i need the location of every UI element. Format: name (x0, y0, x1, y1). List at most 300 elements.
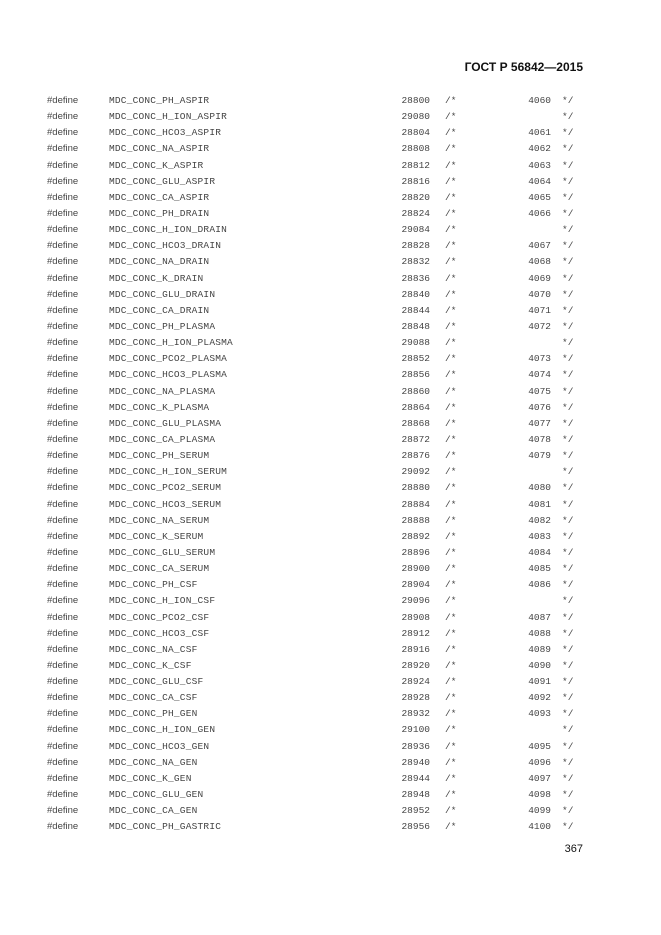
macro-code: 28800 (401, 95, 430, 106)
comment-open: /* (445, 756, 457, 768)
comment-close: */ (562, 256, 574, 268)
macro-code: 28924 (401, 676, 430, 688)
macro-code: 28908 (401, 611, 430, 623)
define-keyword: #define (47, 772, 79, 784)
define-row (0, 367, 661, 383)
reference-number: 4093 (528, 708, 551, 720)
define-row (0, 158, 661, 174)
define-row (0, 803, 661, 819)
macro-code: 28900 (401, 563, 430, 575)
define-keyword: #define (47, 530, 79, 542)
comment-close: */ (562, 611, 574, 623)
macro-name: MDC_CONC_GLU_DRAIN (109, 288, 216, 300)
reference-number: 4091 (528, 676, 551, 688)
comment-open: /* (445, 433, 457, 445)
define-keyword: #define (47, 450, 79, 462)
comment-open: /* (445, 111, 457, 123)
comment-close: */ (562, 353, 574, 365)
define-keyword: #define (47, 417, 79, 429)
comment-open: /* (445, 401, 457, 413)
macro-code: 28892 (401, 530, 430, 542)
macro-name: MDC_CONC_CA_PLASMA (109, 433, 216, 445)
comment-open: /* (445, 789, 457, 801)
comment-open: /* (445, 191, 457, 203)
macro-name: MDC_CONC_PCO2_SERUM (109, 482, 222, 494)
define-row (0, 271, 661, 287)
comment-close: */ (562, 304, 574, 316)
define-row (0, 642, 661, 658)
comment-open: /* (445, 579, 457, 591)
macro-name: MDC_CONC_HCO3_DRAIN (109, 240, 222, 252)
define-keyword: #define (47, 676, 79, 688)
comment-close: */ (562, 111, 574, 123)
comment-open: /* (445, 256, 457, 268)
reference-number: 4084 (528, 546, 551, 558)
reference-number: 4087 (528, 611, 551, 623)
define-row (0, 464, 661, 480)
define-row (0, 238, 661, 254)
define-keyword: #define (47, 288, 79, 300)
comment-open: /* (445, 546, 457, 558)
comment-open: /* (445, 530, 457, 542)
comment-close: */ (562, 466, 574, 478)
define-row (0, 674, 661, 690)
macro-code: 28844 (401, 304, 430, 316)
reference-number: 4077 (528, 417, 551, 429)
define-keyword: #define (47, 498, 79, 510)
macro-name: MDC_CONC_K_PLASMA (109, 401, 210, 413)
comment-open: /* (445, 708, 457, 720)
reference-number: 4066 (528, 207, 551, 219)
define-keyword: #define (47, 191, 79, 203)
comment-close: */ (562, 207, 574, 219)
reference-number: 4075 (528, 385, 551, 397)
comment-open: /* (445, 288, 457, 300)
comment-open: /* (445, 369, 457, 381)
comment-close: */ (562, 385, 574, 397)
macro-code: 28816 (401, 175, 430, 187)
define-row (0, 141, 661, 157)
define-row (0, 593, 661, 609)
macro-code: 28904 (401, 579, 430, 591)
comment-close: */ (562, 724, 574, 736)
comment-open: /* (445, 127, 457, 139)
define-keyword: #define (47, 224, 79, 236)
comment-close: */ (562, 789, 574, 801)
comment-close: */ (562, 224, 574, 236)
define-keyword: #define (47, 353, 79, 365)
macro-name: MDC_CONC_GLU_SERUM (109, 546, 216, 558)
macro-name: MDC_CONC_PH_CSF (109, 579, 198, 591)
define-row (0, 222, 661, 238)
define-keyword: #define (47, 143, 79, 155)
define-keyword: #define (47, 320, 79, 332)
macro-name: MDC_CONC_PH_GEN (109, 708, 198, 720)
define-keyword: #define (47, 579, 79, 591)
macro-name: MDC_CONC_H_ION_ASPIR (109, 111, 228, 123)
macro-name: MDC_CONC_K_ASPIR (109, 159, 204, 171)
reference-number: 4076 (528, 401, 551, 413)
macro-code: 28928 (401, 692, 430, 704)
macro-name: MDC_CONC_H_ION_DRAIN (109, 224, 228, 236)
macro-name: MDC_CONC_GLU_ASPIR (109, 175, 216, 187)
define-keyword: #define (47, 821, 79, 833)
comment-open: /* (445, 563, 457, 575)
define-keyword: #define (47, 546, 79, 558)
reference-number: 4074 (528, 369, 551, 381)
define-row (0, 771, 661, 787)
comment-open: /* (445, 740, 457, 752)
comment-open: /* (445, 724, 457, 736)
comment-close: */ (562, 563, 574, 575)
macro-name: MDC_CONC_NA_ASPIR (109, 143, 210, 155)
define-row (0, 787, 661, 803)
standard-title: ГОСТ Р 56842—2015 (464, 60, 583, 74)
define-row (0, 658, 661, 674)
define-row (0, 335, 661, 351)
macro-code: 28948 (401, 789, 430, 801)
define-keyword: #define (47, 272, 79, 284)
define-keyword: #define (47, 514, 79, 526)
macro-code: 28956 (401, 821, 430, 833)
reference-number: 4079 (528, 450, 551, 462)
define-row (0, 93, 661, 109)
define-keyword: #define (47, 369, 79, 381)
comment-open: /* (445, 821, 457, 833)
define-keyword: #define (47, 627, 79, 639)
reference-number: 4081 (528, 498, 551, 510)
reference-number: 4067 (528, 240, 551, 252)
macro-code: 29088 (401, 337, 430, 349)
macro-name: MDC_CONC_H_ION_CSF (109, 595, 216, 607)
macro-code: 29080 (401, 111, 430, 123)
macro-code: 28944 (401, 772, 430, 784)
reference-number: 4078 (528, 433, 551, 445)
macro-name: MDC_CONC_NA_GEN (109, 756, 198, 768)
comment-open: /* (445, 175, 457, 187)
comment-close: */ (562, 175, 574, 187)
comment-close: */ (562, 627, 574, 639)
define-keyword: #define (47, 708, 79, 720)
macro-name: MDC_CONC_K_DRAIN (109, 272, 204, 284)
comment-close: */ (562, 320, 574, 332)
comment-close: */ (562, 643, 574, 655)
macro-code: 28852 (401, 353, 430, 365)
comment-open: /* (445, 643, 457, 655)
comment-close: */ (562, 401, 574, 413)
macro-code: 28952 (401, 805, 430, 817)
define-row (0, 319, 661, 335)
define-keyword: #define (47, 611, 79, 623)
reference-number: 4069 (528, 272, 551, 284)
define-row (0, 690, 661, 706)
reference-number: 4097 (528, 772, 551, 784)
macro-code: 28920 (401, 659, 430, 671)
macro-name: MDC_CONC_CA_SERUM (109, 563, 210, 575)
macro-name: MDC_CONC_PH_SERUM (109, 450, 210, 462)
macro-code: 28812 (401, 159, 430, 171)
macro-name: MDC_CONC_HCO3_GEN (109, 740, 210, 752)
comment-close: */ (562, 272, 574, 284)
define-row (0, 109, 661, 125)
define-keyword: #define (47, 482, 79, 494)
comment-open: /* (445, 207, 457, 219)
reference-number: 4071 (528, 304, 551, 316)
define-list (0, 93, 661, 835)
define-row (0, 722, 661, 738)
comment-open: /* (445, 385, 457, 397)
define-row (0, 577, 661, 593)
macro-code: 28848 (401, 320, 430, 332)
define-row (0, 432, 661, 448)
macro-code: 28880 (401, 482, 430, 494)
define-keyword: #define (47, 401, 79, 413)
reference-number: 4070 (528, 288, 551, 300)
comment-close: */ (562, 95, 574, 106)
macro-name: MDC_CONC_NA_SERUM (109, 514, 210, 526)
comment-close: */ (562, 514, 574, 526)
define-row (0, 303, 661, 319)
macro-code: 28820 (401, 191, 430, 203)
comment-close: */ (562, 369, 574, 381)
macro-code: 28856 (401, 369, 430, 381)
define-keyword: #define (47, 337, 79, 349)
define-row (0, 610, 661, 626)
comment-open: /* (445, 159, 457, 171)
macro-name: MDC_CONC_PH_DRAIN (109, 207, 210, 219)
reference-number: 4060 (528, 95, 551, 106)
macro-name: MDC_CONC_CA_DRAIN (109, 304, 210, 316)
macro-code: 28936 (401, 740, 430, 752)
reference-number: 4065 (528, 191, 551, 203)
reference-number: 4100 (528, 821, 551, 833)
comment-close: */ (562, 159, 574, 171)
define-keyword: #define (47, 659, 79, 671)
comment-close: */ (562, 191, 574, 203)
reference-number: 4086 (528, 579, 551, 591)
comment-close: */ (562, 740, 574, 752)
macro-name: MDC_CONC_CA_ASPIR (109, 191, 210, 203)
reference-number: 4089 (528, 643, 551, 655)
define-row (0, 400, 661, 416)
macro-name: MDC_CONC_H_ION_PLASMA (109, 337, 233, 349)
comment-close: */ (562, 546, 574, 558)
macro-code: 28912 (401, 627, 430, 639)
define-keyword: #define (47, 724, 79, 736)
define-row (0, 739, 661, 755)
reference-number: 4098 (528, 789, 551, 801)
macro-name: MDC_CONC_K_CSF (109, 659, 192, 671)
macro-code: 29092 (401, 466, 430, 478)
macro-code: 28932 (401, 708, 430, 720)
define-keyword: #define (47, 385, 79, 397)
reference-number: 4080 (528, 482, 551, 494)
comment-open: /* (445, 595, 457, 607)
reference-number: 4099 (528, 805, 551, 817)
reference-number: 4068 (528, 256, 551, 268)
macro-code: 28868 (401, 417, 430, 429)
comment-open: /* (445, 304, 457, 316)
comment-open: /* (445, 143, 457, 155)
macro-code: 28860 (401, 385, 430, 397)
define-row (0, 351, 661, 367)
comment-open: /* (445, 772, 457, 784)
comment-open: /* (445, 450, 457, 462)
define-keyword: #define (47, 256, 79, 268)
define-keyword: #define (47, 756, 79, 768)
comment-open: /* (445, 611, 457, 623)
define-keyword: #define (47, 466, 79, 478)
macro-code: 28808 (401, 143, 430, 155)
macro-name: MDC_CONC_HCO3_PLASMA (109, 369, 228, 381)
comment-close: */ (562, 595, 574, 607)
comment-close: */ (562, 417, 574, 429)
reference-number: 4095 (528, 740, 551, 752)
comment-open: /* (445, 498, 457, 510)
comment-open: /* (445, 417, 457, 429)
macro-name: MDC_CONC_CA_CSF (109, 692, 198, 704)
define-row (0, 190, 661, 206)
reference-number: 4085 (528, 563, 551, 575)
comment-open: /* (445, 353, 457, 365)
reference-number: 4083 (528, 530, 551, 542)
comment-close: */ (562, 805, 574, 817)
macro-code: 28836 (401, 272, 430, 284)
define-keyword: #define (47, 240, 79, 252)
macro-name: MDC_CONC_GLU_GEN (109, 789, 204, 801)
reference-number: 4061 (528, 127, 551, 139)
comment-close: */ (562, 579, 574, 591)
define-keyword: #define (47, 304, 79, 316)
define-keyword: #define (47, 159, 79, 171)
comment-open: /* (445, 627, 457, 639)
comment-close: */ (562, 482, 574, 494)
macro-name: MDC_CONC_H_ION_GEN (109, 724, 216, 736)
macro-code: 29100 (401, 724, 430, 736)
define-row (0, 561, 661, 577)
macro-name: MDC_CONC_PH_ASPIR (109, 95, 210, 106)
macro-code: 28840 (401, 288, 430, 300)
define-row (0, 480, 661, 496)
reference-number: 4063 (528, 159, 551, 171)
define-keyword: #define (47, 643, 79, 655)
comment-open: /* (445, 482, 457, 494)
macro-name: MDC_CONC_PCO2_PLASMA (109, 353, 228, 365)
page-number: 367 (564, 843, 583, 855)
define-row (0, 384, 661, 400)
macro-name: MDC_CONC_GLU_CSF (109, 676, 204, 688)
macro-name: MDC_CONC_K_GEN (109, 772, 192, 784)
reference-number: 4064 (528, 175, 551, 187)
define-keyword: #define (47, 805, 79, 817)
comment-open: /* (445, 659, 457, 671)
macro-name: MDC_CONC_H_ION_SERUM (109, 466, 228, 478)
macro-name: MDC_CONC_PH_GASTRIC (109, 821, 222, 833)
comment-close: */ (562, 756, 574, 768)
macro-code: 28876 (401, 450, 430, 462)
reference-number: 4062 (528, 143, 551, 155)
macro-code: 28896 (401, 546, 430, 558)
define-keyword: #define (47, 111, 79, 123)
comment-close: */ (562, 692, 574, 704)
reference-number: 4092 (528, 692, 551, 704)
macro-code: 28888 (401, 514, 430, 526)
comment-close: */ (562, 127, 574, 139)
comment-close: */ (562, 772, 574, 784)
define-keyword: #define (47, 740, 79, 752)
comment-close: */ (562, 288, 574, 300)
comment-close: */ (562, 821, 574, 833)
define-keyword: #define (47, 127, 79, 139)
reference-number: 4072 (528, 320, 551, 332)
macro-code: 28824 (401, 207, 430, 219)
macro-name: MDC_CONC_HCO3_ASPIR (109, 127, 222, 139)
macro-code: 28832 (401, 256, 430, 268)
define-row (0, 755, 661, 771)
comment-open: /* (445, 320, 457, 332)
define-row (0, 287, 661, 303)
reference-number: 4082 (528, 514, 551, 526)
reference-number: 4090 (528, 659, 551, 671)
define-keyword: #define (47, 692, 79, 704)
define-row (0, 125, 661, 141)
define-row (0, 254, 661, 270)
define-row (0, 174, 661, 190)
comment-close: */ (562, 433, 574, 445)
macro-name: MDC_CONC_NA_CSF (109, 643, 198, 655)
define-row (0, 626, 661, 642)
comment-open: /* (445, 95, 457, 106)
macro-name: MDC_CONC_CA_GEN (109, 805, 198, 817)
define-keyword: #define (47, 95, 79, 106)
define-row (0, 206, 661, 222)
comment-close: */ (562, 708, 574, 720)
comment-close: */ (562, 498, 574, 510)
comment-open: /* (445, 466, 457, 478)
define-row (0, 819, 661, 835)
comment-open: /* (445, 514, 457, 526)
comment-open: /* (445, 337, 457, 349)
comment-open: /* (445, 676, 457, 688)
comment-open: /* (445, 272, 457, 284)
define-row (0, 497, 661, 513)
macro-code: 28828 (401, 240, 430, 252)
macro-code: 28884 (401, 498, 430, 510)
comment-open: /* (445, 224, 457, 236)
macro-name: MDC_CONC_HCO3_SERUM (109, 498, 222, 510)
comment-close: */ (562, 240, 574, 252)
comment-close: */ (562, 143, 574, 155)
define-keyword: #define (47, 563, 79, 575)
define-keyword: #define (47, 175, 79, 187)
define-row (0, 529, 661, 545)
define-row (0, 448, 661, 464)
macro-code: 28804 (401, 127, 430, 139)
comment-close: */ (562, 530, 574, 542)
comment-close: */ (562, 337, 574, 349)
comment-close: */ (562, 676, 574, 688)
reference-number: 4073 (528, 353, 551, 365)
macro-name: MDC_CONC_PH_PLASMA (109, 320, 216, 332)
comment-open: /* (445, 805, 457, 817)
macro-code: 28864 (401, 401, 430, 413)
comment-close: */ (562, 659, 574, 671)
macro-code: 28872 (401, 433, 430, 445)
macro-name: MDC_CONC_NA_PLASMA (109, 385, 216, 397)
define-row (0, 513, 661, 529)
reference-number: 4088 (528, 627, 551, 639)
comment-close: */ (562, 450, 574, 462)
